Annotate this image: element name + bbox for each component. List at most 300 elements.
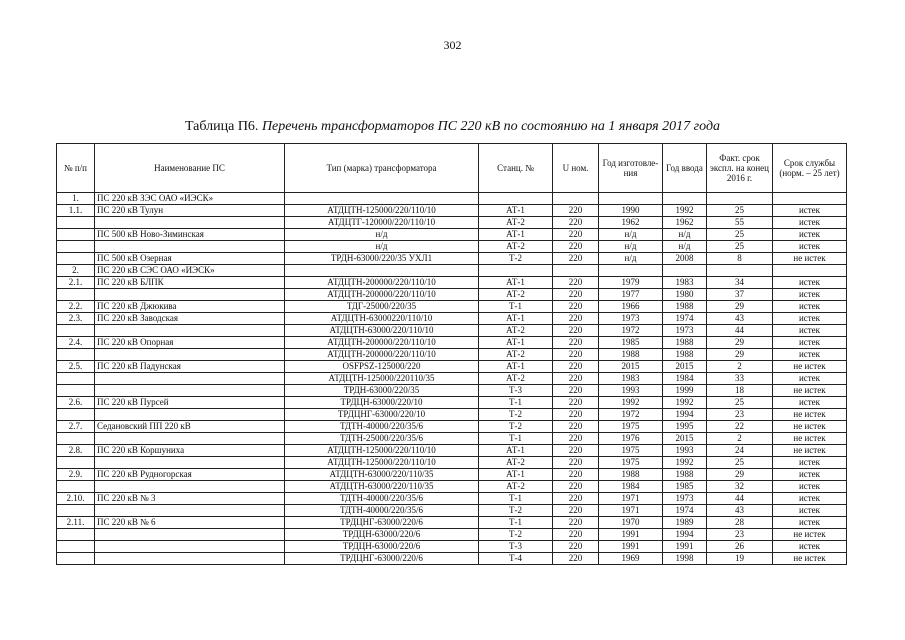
- table-row: [57, 289, 847, 301]
- cell-year-commissioned: 1973: [663, 325, 707, 337]
- table-row: [57, 361, 847, 373]
- cell-year-made: [599, 193, 663, 205]
- cell-service-life: истек: [773, 349, 847, 361]
- cell-substation: [95, 289, 285, 301]
- cell-station-no: АТ-1: [479, 361, 553, 373]
- cell-year-commissioned: 1999: [663, 385, 707, 397]
- cell-substation: [95, 241, 285, 253]
- cell-num: [57, 325, 95, 337]
- cell-year-made: 1975: [599, 445, 663, 457]
- cell-service-life: истек: [773, 481, 847, 493]
- cell-num: [57, 217, 95, 229]
- cell-num: [57, 409, 95, 421]
- cell-substation: ПС 220 кВ № 3: [95, 493, 285, 505]
- cell-year-made: н/д: [599, 241, 663, 253]
- cell-substation: [95, 529, 285, 541]
- cell-num: [57, 505, 95, 517]
- cell-num: 2.9.: [57, 469, 95, 481]
- cell-actual-service: 23: [707, 529, 773, 541]
- cell-type: н/д: [285, 229, 479, 241]
- cell-num: 2.1.: [57, 277, 95, 289]
- cell-actual-service: 43: [707, 313, 773, 325]
- cell-service-life: истек: [773, 469, 847, 481]
- cell-service-life: не истек: [773, 361, 847, 373]
- cell-year-commissioned: 1991: [663, 541, 707, 553]
- cell-num: 2.3.: [57, 313, 95, 325]
- cell-type: ТРДЦНГ-63000/220/10: [285, 409, 479, 421]
- cell-year-commissioned: 1988: [663, 301, 707, 313]
- cell-voltage: 220: [553, 373, 599, 385]
- cell-year-commissioned: 1992: [663, 205, 707, 217]
- cell-year-made: [599, 265, 663, 277]
- cell-num: [57, 481, 95, 493]
- table-row: [57, 253, 847, 265]
- cell-substation: ПС 220 кВ Тулун: [95, 205, 285, 217]
- cell-type: АТДЦТН-125000/220/110/10: [285, 457, 479, 469]
- cell-actual-service: 43: [707, 505, 773, 517]
- cell-year-commissioned: 1992: [663, 457, 707, 469]
- cell-voltage: 220: [553, 349, 599, 361]
- cell-substation: ПС 500 кВ Озерная: [95, 253, 285, 265]
- cell-service-life: не истек: [773, 421, 847, 433]
- cell-voltage: 220: [553, 301, 599, 313]
- cell-station-no: Т-1: [479, 301, 553, 313]
- table-row: [57, 493, 847, 505]
- cell-year-commissioned: 1983: [663, 277, 707, 289]
- cell-service-life: не истек: [773, 409, 847, 421]
- cell-voltage: 220: [553, 205, 599, 217]
- table-row: [57, 193, 847, 205]
- cell-type: ТРДЦНГ-63000/220/6: [285, 517, 479, 529]
- cell-num: 2.4.: [57, 337, 95, 349]
- cell-station-no: АТ-2: [479, 349, 553, 361]
- cell-year-commissioned: 1998: [663, 553, 707, 565]
- cell-type: ТРДЦН-63000/220/10: [285, 397, 479, 409]
- cell-substation: [95, 457, 285, 469]
- cell-year-made: 1991: [599, 541, 663, 553]
- header-num: № п/п: [57, 144, 95, 193]
- table-row: [57, 241, 847, 253]
- cell-station-no: [479, 193, 553, 205]
- cell-station-no: Т-1: [479, 517, 553, 529]
- header-actual-service: Факт. срок экспл. на конец 2016 г.: [707, 144, 773, 193]
- cell-substation: ПС 220 кВ Опорная: [95, 337, 285, 349]
- cell-substation: ПС 220 кВ Заводская: [95, 313, 285, 325]
- table-row: [57, 349, 847, 361]
- cell-service-life: истек: [773, 493, 847, 505]
- header-year-made: Год изготовле-ния: [599, 144, 663, 193]
- table-row: [57, 517, 847, 529]
- cell-year-commissioned: 1993: [663, 445, 707, 457]
- table-row: [57, 397, 847, 409]
- cell-type: АТДЦТГ-120000/220/110/10: [285, 217, 479, 229]
- caption-prefix: Таблица П6.: [184, 119, 259, 134]
- cell-substation: ПС 220 кВ СЭС ОАО «ИЭСК»: [95, 265, 285, 277]
- cell-num: [57, 229, 95, 241]
- cell-service-life: истек: [773, 289, 847, 301]
- cell-year-made: 1971: [599, 493, 663, 505]
- cell-year-made: 1990: [599, 205, 663, 217]
- cell-substation: [95, 433, 285, 445]
- table-row: [57, 337, 847, 349]
- cell-substation: [95, 541, 285, 553]
- cell-station-no: АТ-1: [479, 229, 553, 241]
- cell-num: 2.8.: [57, 445, 95, 457]
- cell-voltage: 220: [553, 517, 599, 529]
- cell-year-made: 1962: [599, 217, 663, 229]
- cell-year-made: 1984: [599, 481, 663, 493]
- cell-service-life: истек: [773, 229, 847, 241]
- cell-voltage: 220: [553, 421, 599, 433]
- cell-actual-service: 28: [707, 517, 773, 529]
- cell-actual-service: 37: [707, 289, 773, 301]
- table-row: [57, 277, 847, 289]
- cell-actual-service: 18: [707, 385, 773, 397]
- cell-actual-service: 25: [707, 457, 773, 469]
- cell-station-no: Т-3: [479, 541, 553, 553]
- cell-station-no: АТ-2: [479, 373, 553, 385]
- cell-num: 2.5.: [57, 361, 95, 373]
- cell-actual-service: 25: [707, 205, 773, 217]
- cell-actual-service: 25: [707, 397, 773, 409]
- cell-type: АТДЦТН-125000/220/110/10: [285, 445, 479, 457]
- cell-service-life: истек: [773, 325, 847, 337]
- cell-substation: ПС 220 кВ Пурсей: [95, 397, 285, 409]
- cell-station-no: АТ-1: [479, 445, 553, 457]
- cell-num: 2.10.: [57, 493, 95, 505]
- cell-type: [285, 265, 479, 277]
- cell-year-commissioned: 1962: [663, 217, 707, 229]
- cell-substation: ПС 220 кВ № 6: [95, 517, 285, 529]
- cell-num: 2.: [57, 265, 95, 277]
- table-row: [57, 217, 847, 229]
- cell-type: ТДГ-25000/220/35: [285, 301, 479, 313]
- cell-voltage: 220: [553, 493, 599, 505]
- header-service-life: Срок службы (норм. – 25 лет): [773, 144, 847, 193]
- cell-actual-service: 26: [707, 541, 773, 553]
- cell-year-commissioned: 2015: [663, 433, 707, 445]
- cell-actual-service: 25: [707, 229, 773, 241]
- cell-year-made: 1973: [599, 313, 663, 325]
- cell-station-no: Т-2: [479, 505, 553, 517]
- cell-substation: [95, 217, 285, 229]
- cell-actual-service: [707, 265, 773, 277]
- cell-year-made: 1970: [599, 517, 663, 529]
- cell-service-life: не истек: [773, 553, 847, 565]
- cell-voltage: 220: [553, 469, 599, 481]
- cell-num: [57, 541, 95, 553]
- cell-voltage: 220: [553, 385, 599, 397]
- cell-substation: [95, 385, 285, 397]
- cell-station-no: Т-1: [479, 397, 553, 409]
- cell-num: [57, 385, 95, 397]
- cell-type: АТДЦТН-63000/220/110/35: [285, 481, 479, 493]
- cell-voltage: 220: [553, 529, 599, 541]
- cell-actual-service: 33: [707, 373, 773, 385]
- cell-year-made: 1972: [599, 325, 663, 337]
- cell-num: 1.: [57, 193, 95, 205]
- cell-service-life: истек: [773, 373, 847, 385]
- cell-type: ТРДН-63000/220/35 УХЛ1: [285, 253, 479, 265]
- cell-service-life: истек: [773, 205, 847, 217]
- cell-year-commissioned: 1989: [663, 517, 707, 529]
- cell-num: [57, 529, 95, 541]
- cell-year-made: 1977: [599, 289, 663, 301]
- cell-station-no: Т-2: [479, 421, 553, 433]
- cell-service-life: истек: [773, 541, 847, 553]
- cell-voltage: 220: [553, 541, 599, 553]
- table-row: [57, 373, 847, 385]
- cell-num: 2.6.: [57, 397, 95, 409]
- cell-voltage: 220: [553, 553, 599, 565]
- cell-year-commissioned: 1980: [663, 289, 707, 301]
- cell-year-commissioned: 1973: [663, 493, 707, 505]
- cell-year-commissioned: 1974: [663, 313, 707, 325]
- cell-type: АТДЦТН-125000/220110/35: [285, 373, 479, 385]
- cell-service-life: не истек: [773, 529, 847, 541]
- table-row: [57, 505, 847, 517]
- cell-year-commissioned: 2015: [663, 361, 707, 373]
- header-voltage: U ном.: [553, 144, 599, 193]
- cell-actual-service: 2: [707, 361, 773, 373]
- cell-type: ТРДЦНГ-63000/220/6: [285, 553, 479, 565]
- table-caption: [0, 119, 905, 135]
- cell-voltage: [553, 193, 599, 205]
- cell-voltage: 220: [553, 229, 599, 241]
- cell-service-life: не истек: [773, 445, 847, 457]
- cell-year-commissioned: 2008: [663, 253, 707, 265]
- cell-station-no: АТ-1: [479, 337, 553, 349]
- cell-year-made: 1971: [599, 505, 663, 517]
- cell-year-made: 1979: [599, 277, 663, 289]
- cell-service-life: истек: [773, 313, 847, 325]
- cell-station-no: Т-1: [479, 433, 553, 445]
- cell-station-no: АТ-2: [479, 481, 553, 493]
- cell-actual-service: 44: [707, 493, 773, 505]
- cell-voltage: 220: [553, 337, 599, 349]
- cell-voltage: 220: [553, 325, 599, 337]
- table-row: [57, 433, 847, 445]
- cell-year-commissioned: [663, 193, 707, 205]
- cell-voltage: [553, 265, 599, 277]
- cell-actual-service: 29: [707, 349, 773, 361]
- cell-year-made: 2015: [599, 361, 663, 373]
- cell-year-commissioned: 1988: [663, 349, 707, 361]
- cell-station-no: Т-2: [479, 529, 553, 541]
- cell-num: 1.1.: [57, 205, 95, 217]
- cell-actual-service: 8: [707, 253, 773, 265]
- cell-actual-service: 24: [707, 445, 773, 457]
- cell-year-made: н/д: [599, 229, 663, 241]
- table-row: [57, 325, 847, 337]
- cell-station-no: АТ-1: [479, 313, 553, 325]
- cell-year-commissioned: 1988: [663, 469, 707, 481]
- cell-station-no: АТ-2: [479, 457, 553, 469]
- cell-num: 2.2.: [57, 301, 95, 313]
- cell-num: [57, 433, 95, 445]
- cell-year-made: 1992: [599, 397, 663, 409]
- cell-num: [57, 241, 95, 253]
- cell-voltage: 220: [553, 397, 599, 409]
- caption-title: Перечень трансформаторов ПС 220 кВ по состоянию на 1 января 2017 года: [261, 119, 721, 134]
- cell-service-life: не истек: [773, 385, 847, 397]
- cell-substation: [95, 325, 285, 337]
- cell-num: [57, 289, 95, 301]
- table-row: [57, 469, 847, 481]
- cell-station-no: Т-2: [479, 409, 553, 421]
- table-row: [57, 421, 847, 433]
- cell-voltage: 220: [553, 217, 599, 229]
- cell-voltage: 220: [553, 409, 599, 421]
- table-row: [57, 301, 847, 313]
- cell-voltage: 220: [553, 433, 599, 445]
- cell-substation: ПС 220 кВ Джюкива: [95, 301, 285, 313]
- table-row: [57, 313, 847, 325]
- cell-num: [57, 253, 95, 265]
- cell-service-life: истек: [773, 301, 847, 313]
- cell-substation: ПС 220 кВ Коршуниха: [95, 445, 285, 457]
- table-header-row: [57, 144, 847, 193]
- cell-num: [57, 553, 95, 565]
- cell-substation: [95, 349, 285, 361]
- cell-substation: [95, 481, 285, 493]
- table-row: [57, 457, 847, 469]
- cell-type: АТДЦТН-200000/220/110/10: [285, 337, 479, 349]
- cell-substation: [95, 373, 285, 385]
- cell-station-no: [479, 265, 553, 277]
- cell-type: АТДЦТН-63000220/110/10: [285, 313, 479, 325]
- cell-voltage: 220: [553, 253, 599, 265]
- cell-actual-service: 29: [707, 337, 773, 349]
- cell-year-made: 1988: [599, 469, 663, 481]
- cell-actual-service: 29: [707, 469, 773, 481]
- cell-year-made: 1972: [599, 409, 663, 421]
- cell-actual-service: 29: [707, 301, 773, 313]
- cell-service-life: [773, 265, 847, 277]
- cell-type: АТДЦТН-63000/220/110/35: [285, 469, 479, 481]
- transformers-table: [56, 143, 847, 565]
- cell-substation: ПС 220 кВ ЗЭС ОАО «ИЭСК»: [95, 193, 285, 205]
- table-row: [57, 553, 847, 565]
- cell-year-commissioned: [663, 265, 707, 277]
- cell-station-no: Т-2: [479, 253, 553, 265]
- cell-substation: ПС 220 кВ Рудногорская: [95, 469, 285, 481]
- cell-type: ТДТН-25000/220/35/6: [285, 433, 479, 445]
- cell-actual-service: 19: [707, 553, 773, 565]
- cell-voltage: 220: [553, 241, 599, 253]
- table-body: [57, 193, 847, 565]
- cell-actual-service: 32: [707, 481, 773, 493]
- table-row: [57, 205, 847, 217]
- cell-year-commissioned: н/д: [663, 229, 707, 241]
- header-substation: Наименование ПС: [95, 144, 285, 193]
- table-row: [57, 229, 847, 241]
- cell-year-commissioned: 1985: [663, 481, 707, 493]
- cell-type: [285, 193, 479, 205]
- cell-service-life: [773, 193, 847, 205]
- cell-station-no: Т-4: [479, 553, 553, 565]
- cell-actual-service: 25: [707, 241, 773, 253]
- cell-year-made: 1993: [599, 385, 663, 397]
- cell-year-made: 1983: [599, 373, 663, 385]
- cell-voltage: 220: [553, 289, 599, 301]
- header-type: Тип (марка) трансформатора: [285, 144, 479, 193]
- cell-station-no: АТ-2: [479, 217, 553, 229]
- cell-actual-service: 55: [707, 217, 773, 229]
- cell-service-life: истек: [773, 241, 847, 253]
- cell-substation: [95, 505, 285, 517]
- cell-service-life: истек: [773, 517, 847, 529]
- cell-year-made: 1976: [599, 433, 663, 445]
- cell-num: 2.11.: [57, 517, 95, 529]
- cell-year-made: 1988: [599, 349, 663, 361]
- cell-station-no: АТ-2: [479, 241, 553, 253]
- cell-year-made: 1975: [599, 421, 663, 433]
- cell-num: [57, 457, 95, 469]
- cell-year-commissioned: 1984: [663, 373, 707, 385]
- cell-service-life: истек: [773, 457, 847, 469]
- cell-voltage: 220: [553, 457, 599, 469]
- header-station-no: Станц. №: [479, 144, 553, 193]
- cell-type: н/д: [285, 241, 479, 253]
- header-year-commissioned: Год ввода: [663, 144, 707, 193]
- table-row: [57, 529, 847, 541]
- table-row: [57, 541, 847, 553]
- cell-num: [57, 349, 95, 361]
- cell-num: [57, 373, 95, 385]
- cell-service-life: истек: [773, 397, 847, 409]
- cell-year-made: 1969: [599, 553, 663, 565]
- cell-voltage: 220: [553, 445, 599, 457]
- cell-voltage: 220: [553, 505, 599, 517]
- cell-type: ТРДН-63000/220/35: [285, 385, 479, 397]
- cell-type: ТДТН-40000/220/35/6: [285, 505, 479, 517]
- cell-type: ТДТН-40000/220/35/6: [285, 421, 479, 433]
- cell-service-life: не истек: [773, 433, 847, 445]
- cell-type: АТДЦТН-200000/220/110/10: [285, 349, 479, 361]
- cell-type: ТРДЦН-63000/220/6: [285, 541, 479, 553]
- cell-actual-service: 44: [707, 325, 773, 337]
- cell-num: 2.7.: [57, 421, 95, 433]
- table-row: [57, 385, 847, 397]
- cell-substation: [95, 553, 285, 565]
- cell-year-commissioned: 1994: [663, 409, 707, 421]
- cell-year-made: 1991: [599, 529, 663, 541]
- table-row: [57, 265, 847, 277]
- cell-actual-service: 23: [707, 409, 773, 421]
- cell-year-commissioned: 1995: [663, 421, 707, 433]
- cell-service-life: истек: [773, 277, 847, 289]
- cell-actual-service: 34: [707, 277, 773, 289]
- cell-voltage: 220: [553, 313, 599, 325]
- cell-voltage: 220: [553, 361, 599, 373]
- cell-year-commissioned: н/д: [663, 241, 707, 253]
- cell-actual-service: 22: [707, 421, 773, 433]
- cell-service-life: истек: [773, 505, 847, 517]
- cell-type: АТДЦТН-63000/220/110/10: [285, 325, 479, 337]
- cell-station-no: АТ-2: [479, 289, 553, 301]
- cell-service-life: истек: [773, 337, 847, 349]
- cell-station-no: АТ-1: [479, 277, 553, 289]
- cell-type: АТДЦТН-200000/220/110/10: [285, 277, 479, 289]
- cell-substation: ПС 220 кВ Падунская: [95, 361, 285, 373]
- cell-year-made: 1975: [599, 457, 663, 469]
- cell-service-life: истек: [773, 217, 847, 229]
- cell-year-made: 1966: [599, 301, 663, 313]
- cell-type: АТДЦТН-200000/220/110/10: [285, 289, 479, 301]
- cell-year-made: н/д: [599, 253, 663, 265]
- cell-type: ТРДЦН-63000/220/6: [285, 529, 479, 541]
